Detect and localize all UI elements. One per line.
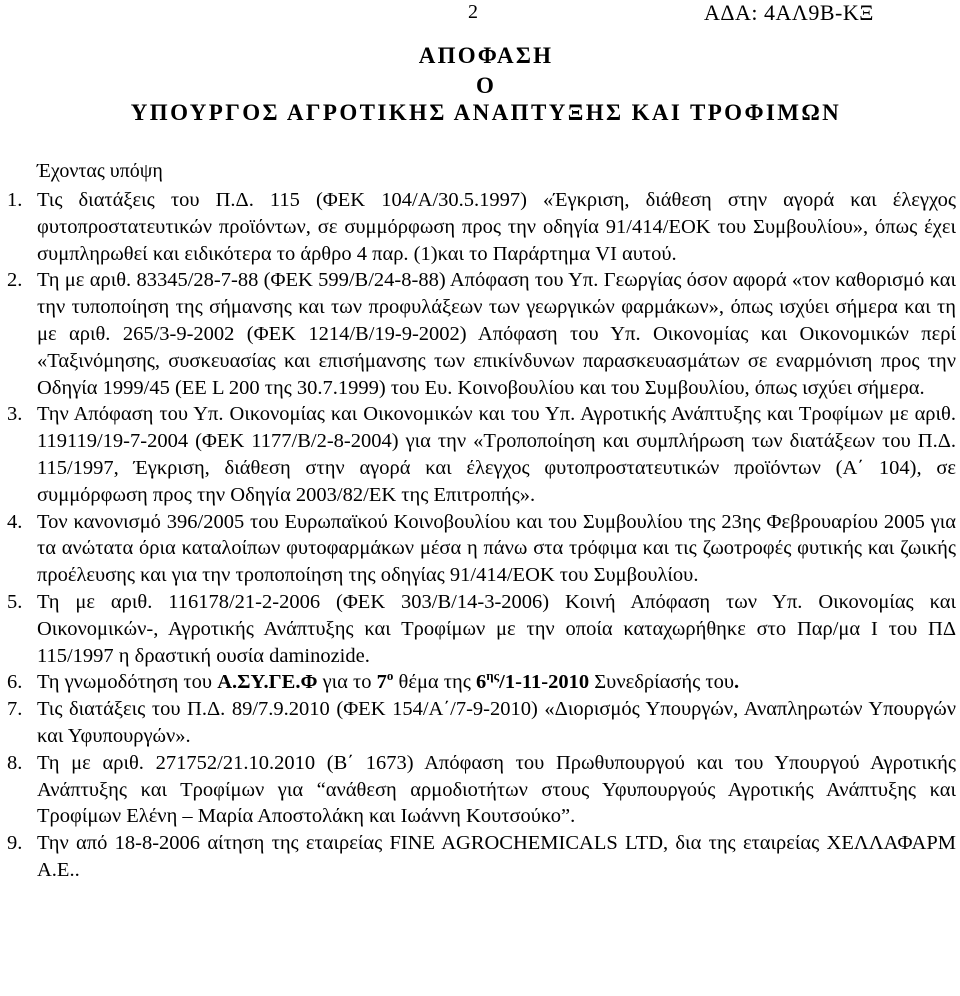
item-number: 3. [7,403,23,426]
item-number: 8. [7,751,23,774]
council-name: Α.ΣΥ.ΓΕ.Φ [217,671,318,694]
item-number: 7. [7,698,23,721]
list-item [0,696,956,750]
list-item [0,589,956,669]
item-number: 5. [7,590,23,613]
item-number: 6. [7,671,23,694]
item-number: 1. [7,189,23,211]
item-text: Την Απόφαση του Υπ. Οικονομίας και Οικονομικών και του Υπ. Αγροτικής Ανάπτυξης και Τροφίμων με αριθ. 119119/19-7-2004 (ΦΕΚ 1177/Β/2-8-2004) για την «Τροποποίηση και συμπλήρωση των διατάξεων του Π.Δ. 115/1997, Έγκριση, διάθεση στην αγορά και έλεγχος φυτοπροστατευτικών προϊόντων (Α΄ 104), σε συμμόρφωση προς την Οδηγία 2003/82/ΕΚ της Επιτροπής». [37,403,956,506]
item-text-part: Συνεδρίασής του [589,671,734,694]
topic-number: 7 [376,671,387,694]
item-number: 2. [7,269,23,292]
ada-code: ΑΔΑ: 4ΑΛ9Β-ΚΞ [704,0,874,25]
decision-article: Ο [475,73,497,98]
item-text: Τις διατάξεις του Π.Δ. 115 (ΦΕΚ 104/Α/30.5.1997) «Έγκριση, διάθεση στην αγορά και έλεγχος φυτοπροστατευτικών προϊόντων, σε συμμόρφωση προς την οδηγία 91/414/ΕΟΚ του Συμβουλίου», όπως έχει συμπληρωθεί και ειδικότερα το άρθρο 4 παρ. (1)και το Παράρτημα VI αυτού. [37,189,956,265]
item-text: Τη με αριθ. 83345/28-7-88 (ΦΕΚ 599/Β/24-8-88) Απόφαση του Υπ. Γεωργίας όσον αφορά «τον καθορισμό και την τυποποίηση της σήμανσης και των προφυλάξεων των γεωργικών φαρμάκων», όπως ισχύει σήμερα και τη με αριθ. 265/3-9-2002 (ΦΕΚ 1214/Β/19-9-2002) Απόφαση του Υπ. Οικονομίας και Οικονομικών περί «Ταξινόμησης, συσκευασίας και επισήμανσης των επικίνδυνων παρασκευασμάτων σε εναρμόνιση προς την Οδηγία 1999/45 (ΕΕ L 200 της 30.7.1999) του Ευ. Κοινοβουλίου και του Συμβουλίου, όπως ισχύει σήμερα. [37,269,956,399]
item-text: Τη με αριθ. 116178/21-2-2006 (ΦΕΚ 303/Β/14-3-2006) Κοινή Απόφαση των Υπ. Οικονομίας και Οικονομικών-, Αγροτικής Ανάπτυξης και Τροφίμων με την οποία καταχωρήθηκε στο Παρ/μα Ι του ΠΔ 115/1997 η δραστική ουσία daminozide. [37,590,956,667]
list-item [0,187,956,267]
considerations-list [0,187,956,884]
list-item [0,669,956,696]
ordinal-suffix: ης [486,668,500,684]
list-item [0,750,956,830]
item-number: 9. [7,832,23,855]
item-text-part: θέμα της [393,671,477,694]
session-date: /1-11-2010 [499,671,590,694]
item-number: 4. [7,510,23,533]
item-text-part: για το [317,671,377,694]
item-text [37,669,956,696]
decision-title: ΑΠΟΦΑΣΗ [418,43,554,68]
item-text-part: . [734,671,740,694]
list-item [0,267,956,401]
minister-title: ΥΠΟΥΡΓΟΣ ΑΓΡΟΤΙΚΗΣ ΑΝΑΠΤΥΞΗΣ ΚΑΙ ΤΡΟΦΙΜΩΝ [130,100,842,125]
item-text: Τη με αριθ. 271752/21.10.2010 (Β΄ 1673) Απόφαση του Πρωθυπουργού και του Υπουργού Αγροτικής Ανάπτυξης και Τροφίμων για “ανάθεση αρμοδιοτήτων στους Υφυπουργούς Αγροτικής Ανάπτυξης και Τροφίμων Ελένη – Μαρία Αποστολάκη και Ιωάννη Κουτσούκο”. [37,751,956,828]
item-text-part: Τη γνωμοδότηση του [37,671,218,694]
ordinal-suffix: ο [386,668,394,684]
intro-line: Έχοντας υπόψη [37,160,163,182]
item-text: Τον κανονισμό 396/2005 του Ευρωπαϊκού Κοινοβουλίου και του Συμβουλίου της 23ης Φεβρουαρίου 2005 για τα ανώτατα όρια καταλοίπων φυτοφαρμάκων μέσα η πάνω στα τρόφιμα και τις ζωοτροφές φυτικής και ζωικής προέλευσης και για την τροποποίηση της οδηγίας 91/414/ΕΟΚ του Συμβουλίου. [37,510,956,587]
item-text: Τις διατάξεις του Π.Δ. 89/7.9.2010 (ΦΕΚ 154/Α΄/7-9-2010) «Διορισμός Υπουργών, Αναπληρωτών Υπουργών και Υφυπουργών». [37,698,956,747]
list-item [0,830,956,884]
session-number: 6 [476,671,487,694]
list-item [0,401,956,508]
page-number: 2 [468,1,478,23]
list-item [0,509,956,589]
item-text: Την από 18-8-2006 αίτηση της εταιρείας FINE AGROCHEMICALS LTD, δια της εταιρείας ΧΕΛΛΑΦΑΡΜ Α.Ε.. [37,832,956,881]
